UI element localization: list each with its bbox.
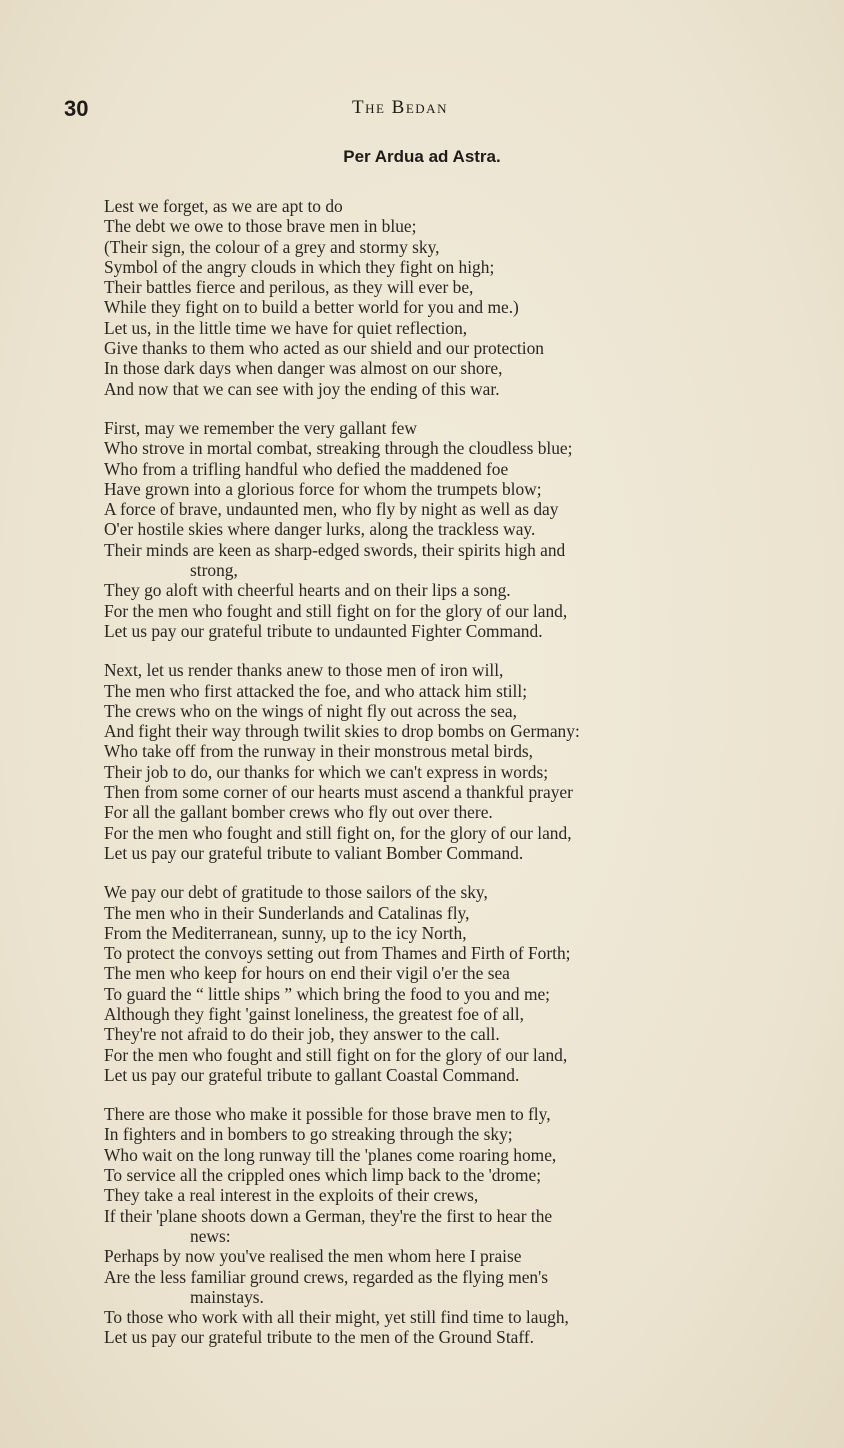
poem-title: Per Ardua ad Astra.: [343, 147, 501, 166]
poem-line: For the men who fought and still fight on for the glory of our land,: [104, 1044, 568, 1065]
poem-line: A force of brave, undaunted men, who fly by night as well as day: [104, 499, 559, 520]
poem-line: Let us, in the little time we have for quiet reflection,: [104, 317, 468, 338]
poem-line: Who wait on the long runway till the 'planes come roaring home,: [104, 1144, 557, 1165]
poem-line: Perhaps by now you've realised the men whom here I praise: [104, 1246, 522, 1267]
running-head: The Bedan: [352, 97, 448, 118]
poem-line: Let us pay our grateful tribute to the men of the Ground Staff.: [104, 1327, 534, 1348]
poem-line: The men who keep for hours on end their vigil o'er the sea: [104, 963, 510, 984]
poem-line: Give thanks to them who acted as our shield and our protection: [104, 338, 544, 359]
poem-line: Next, let us render thanks anew to those men of iron will,: [104, 660, 504, 681]
poem-line: From the Mediterranean, sunny, up to the icy North,: [104, 922, 467, 943]
poem-line: (Their sign, the colour of a grey and stormy sky,: [104, 236, 440, 257]
poem-line: Have grown into a glorious force for whom the trumpets blow;: [104, 478, 542, 499]
poem-line: Let us pay our grateful tribute to valiant Bomber Command.: [104, 842, 524, 863]
poem-line-continuation: news:: [190, 1225, 231, 1246]
poem-line: There are those who make it possible for those brave men to fly,: [104, 1104, 551, 1125]
poem-line: Although they fight 'gainst loneliness, the greatest foe of all,: [104, 1003, 524, 1024]
poem-line: Symbol of the angry clouds in which they fight on high;: [104, 256, 495, 277]
poem-line-continuation: strong,: [190, 560, 238, 581]
poem-line: The debt we owe to those brave men in blue;: [104, 216, 417, 237]
poem-line: Their battles fierce and perilous, as they will ever be,: [104, 277, 474, 298]
poem-line: In fighters and in bombers to go streaking through the sky;: [104, 1124, 513, 1145]
poem-line: The men who first attacked the foe, and who attack him still;: [104, 680, 528, 701]
stanza-1: [104, 196, 794, 399]
poem-line-continuation: mainstays.: [190, 1286, 264, 1307]
poem-line: And now that we can see with joy the ending of this war.: [104, 378, 500, 399]
poem-line: Their job to do, our thanks for which we can't express in words;: [104, 761, 549, 782]
poem-line: First, may we remember the very gallant few: [104, 417, 417, 438]
poem-line: In those dark days when danger was almost on our shore,: [104, 358, 503, 379]
poem-line: O'er hostile skies where danger lurks, along the trackless way.: [104, 519, 536, 540]
poem-body: [104, 196, 794, 1367]
stanza-3: [104, 660, 794, 863]
poem-line: While they fight on to build a better world for you and me.): [104, 297, 519, 318]
poem-line: Let us pay our grateful tribute to undaunted Fighter Command.: [104, 620, 543, 641]
poem-line: Are the less familiar ground crews, regarded as the flying men's: [104, 1266, 549, 1287]
poem-line: If their 'plane shoots down a German, they're the first to hear the: [104, 1205, 553, 1226]
poem-line: They go aloft with cheerful hearts and on their lips a song.: [104, 580, 511, 601]
poem-line: They take a real interest in the exploits of their crews,: [104, 1185, 479, 1206]
poem-line: We pay our debt of gratitude to those sailors of the sky,: [104, 882, 488, 903]
page-number: 30: [64, 96, 89, 121]
poem-line: They're not afraid to do their job, they answer to the call.: [104, 1024, 500, 1045]
poem-line: Who take off from the runway in their monstrous metal birds,: [104, 741, 534, 762]
poem-line: To guard the “ little ships ” which bring the food to you and me;: [104, 983, 551, 1004]
poem-line: Lest we forget, as we are apt to do: [104, 196, 343, 216]
poem-line: Then from some corner of our hearts must ascend a thankful prayer: [104, 782, 573, 803]
poem-line: Let us pay our grateful tribute to gallant Coastal Command.: [104, 1064, 520, 1085]
poem-line: To service all the crippled ones which limp back to the 'drome;: [104, 1165, 542, 1186]
poem-line: And fight their way through twilit skies to drop bombs on Germany:: [104, 721, 580, 742]
poem-line: To protect the convoys setting out from Thames and Firth of Forth;: [104, 943, 571, 964]
poem-line: The crews who on the wings of night fly out across the sea,: [104, 700, 517, 721]
stanza-4: [104, 882, 794, 1085]
poem-line: For the men who fought and still fight on for the glory of our land,: [104, 600, 568, 621]
stanza-5: [104, 1104, 794, 1348]
poem-line: Their minds are keen as sharp-edged swords, their spirits high and: [104, 539, 566, 560]
poem-line: Who from a trifling handful who defied the maddened foe: [104, 458, 509, 479]
poem-line: For all the gallant bomber crews who fly out over there.: [104, 802, 493, 823]
poem-line: For the men who fought and still fight on, for the glory of our land,: [104, 822, 572, 843]
poem-line: The men who in their Sunderlands and Catalinas fly,: [104, 902, 470, 923]
stanza-2: [104, 418, 794, 641]
poem-line: To those who work with all their might, yet still find time to laugh,: [104, 1307, 569, 1328]
poem-line: Who strove in mortal combat, streaking through the cloudless blue;: [104, 438, 573, 459]
